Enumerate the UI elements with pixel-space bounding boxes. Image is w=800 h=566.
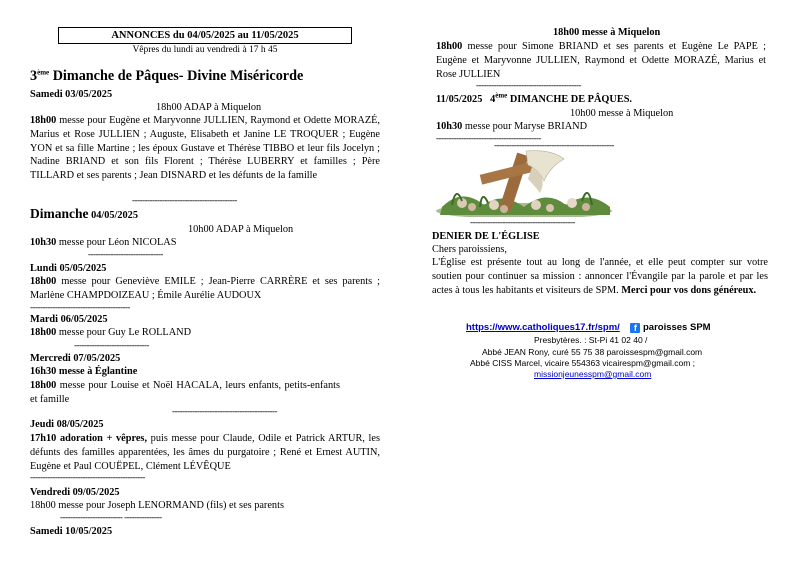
separator: ------------------------------------------ [476, 80, 581, 90]
mardi-mass: 18h00 messe pour Guy Le ROLLAND [30, 327, 192, 338]
jeudi-date: Jeudi 08/05/2025 [30, 419, 104, 430]
sunday4-mass: 10h30 messe pour Maryse BRIAND [436, 121, 588, 132]
separator: ---------------------------------------- [30, 302, 130, 312]
separator: ------------------------------------------ [436, 133, 541, 143]
mercredi-date: Mercredi 07/05/2025 [30, 353, 121, 364]
cross-illustration [432, 145, 614, 217]
facebook-label[interactable]: paroisses SPM [642, 322, 711, 333]
mardi-date: Mardi 06/05/2025 [30, 314, 108, 325]
vendredi-date: Vendredi 09/05/2025 [30, 487, 120, 498]
header-title: ANNONCES du 04/05/2025 au 11/05/2025 [111, 30, 299, 41]
saturday-adap: 18h00 ADAP à Miquelon [156, 102, 262, 113]
lundi-date: Lundi 05/05/2025 [30, 263, 107, 274]
right-miquelon: 18h00 messe à Miquelon [553, 27, 661, 38]
header-subtitle: Vêpres du lundi au vendredi à 17 h 45 [132, 45, 278, 55]
dimanche-title: Dimanche 04/05/2025 [30, 206, 138, 221]
separator: ------------------------------------------ [172, 406, 277, 416]
presbytere: Presbytères. : St-Pi 41 02 40 / [534, 335, 648, 345]
header-box [58, 27, 352, 44]
sunday3-title: 3ème Dimanche de Pâques- Divine Miséricorde [30, 68, 304, 84]
dimanche-mass: 10h30 messe pour Léon NICOLAS [30, 237, 177, 248]
mission-email[interactable]: missionjeunesspm@gmail.com [534, 369, 652, 379]
abbe-ciss: Abbé CISS Marcel, vicaire 554363 vicairespm@gmail.com ; [470, 358, 695, 368]
separator: ------------------------------ [88, 249, 163, 259]
right-mass: 18h00 messe pour Simone BRIAND et ses parents et Eugène Le PAPE ; Eugène et Maryvonne JULLIEN, Raymond et Odette MORAZÉ, Marius et Rose JULLIEN [436, 41, 766, 80]
mercredi-mass: 18h00 messe pour Louise et Noël HACALA, leurs enfants, petits-enfants et famille [30, 380, 340, 405]
facebook-icon: f [630, 323, 640, 333]
separator: ------------------------- --------------- [60, 512, 162, 522]
website-link[interactable]: https://www.catholiques17.fr/spm/ [466, 322, 620, 333]
separator: ------------------------------------------ [132, 195, 237, 205]
jeudi-mass: 17h10 adoration + vêpres, puis messe pour Claude, Odile et Patrick ARTUR, les défunts des familles apparentées, les âmes du purgatoire ; René et Ernest AUTIN, Eugène et Paul COUËPEL, Clément LÉVÊQUE [30, 433, 380, 472]
lundi-mass: 18h00 messe pour Geneviève EMILE ; Jean-Pierre CARRÈRE et ses parents ; Marlène CHAMPDOIZEAU ; Émile Aurélie AUDOUX [30, 276, 380, 301]
denier-title: DENIER DE L'ÉGLISE [432, 231, 540, 242]
abbe-jean: Abbé JEAN Rony, curé 55 75 38 paroissespm@gmail.com [482, 347, 703, 357]
mercredi-eglantine: 16h30 messe à Églantine [30, 366, 138, 377]
samedi10-date: Samedi 10/05/2025 [30, 526, 113, 537]
denier-greeting: Chers paroissiens, [432, 244, 507, 255]
separator: ------------------------------------------------ [494, 140, 614, 150]
separator: ------------------------------------------ [470, 217, 575, 227]
contact-links [466, 322, 711, 333]
denier-body: L'Église est présente tout au long de l'année, et elle peut compter sur votre soutien pour continuer sa mission : annoncer l'Évangile par la parole et par les actes à tous les habitants et visiteurs de SPM. Merci pour vos dons généreux. [432, 257, 768, 296]
saturday-date: Samedi 03/05/2025 [30, 89, 113, 100]
separator: ---------------------------------------------- [30, 472, 145, 482]
sunday4-title: 11/05/2025 4ème DIMANCHE DE PÂQUES. [436, 91, 632, 105]
saturday-mass: 18h00 messe pour Eugène et Maryvonne JULLIEN, Raymond et Odette MORAZÉ, Marius et Rose JULLIEN ; Auguste, Elisabeth et Janine LE TROQUER ; Eugène YON et sa fille Martine ; les époux Gustave et Thérèse TIBBO et leur fils Jocelyn ; Nadine BRIAND et son fils Florent ; Thérèse LUBERRY et familles ; Père TILLARD et ses parents ; Jean DISNARD et les défunts de la famille [30, 115, 380, 182]
dimanche-adap: 10h00 ADAP à Miquelon [188, 224, 294, 235]
sunday4-adap: 10h00 messe à Miquelon [570, 108, 674, 119]
vendredi-mass: 18h00 messe pour Joseph LENORMAND (fils) et ses parents [30, 500, 284, 511]
separator: ------------------------------ [74, 340, 149, 350]
